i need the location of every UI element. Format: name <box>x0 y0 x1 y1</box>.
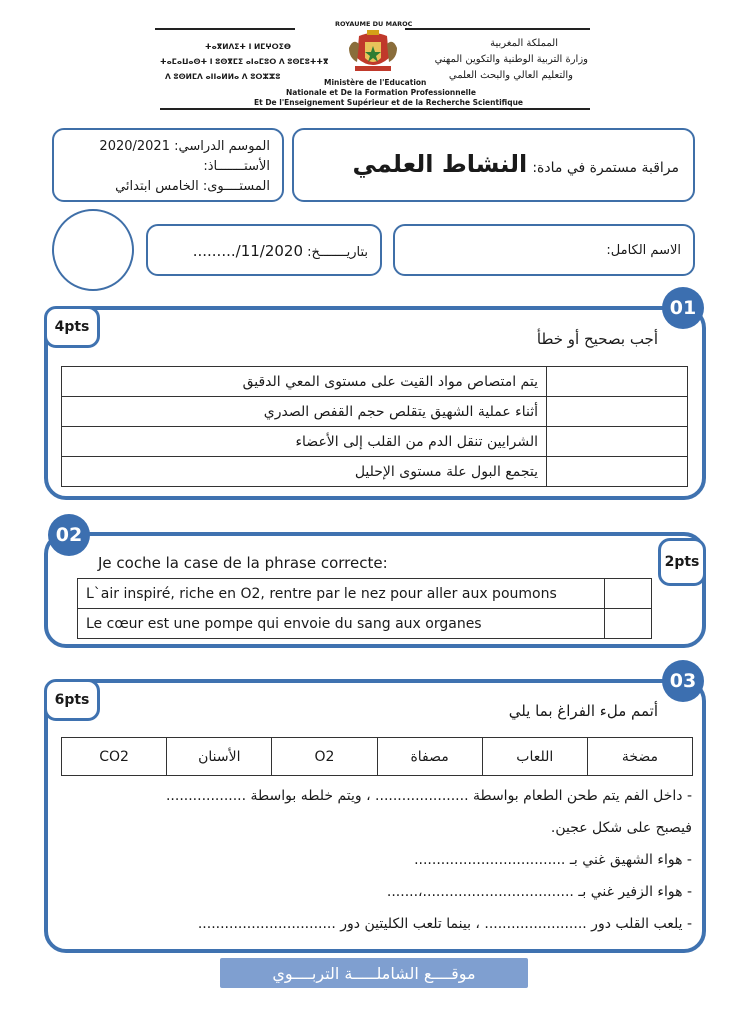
statement-cell: الشرايين تنقل الدم من القلب إلى الأعضاء <box>62 427 547 457</box>
word-cell: مضخة <box>587 738 692 776</box>
answer-cell[interactable] <box>547 397 688 427</box>
date-field[interactable] <box>193 242 368 260</box>
statement-cell: أثناء عملية الشهيق يتقلص حجم القفص الصدري <box>62 397 547 427</box>
sentence-cell: Le cœur est une pompe qui envoie du sang aux organes <box>78 609 605 639</box>
section-03-number: 03 <box>662 660 704 702</box>
school-year-value: 2020/2021 <box>99 139 170 154</box>
table-row <box>62 427 688 457</box>
fill-line-5[interactable]: - يلعب القلب دور ....................... ، بينما تلعب الكليتين دور ............................... <box>197 916 692 932</box>
name-box <box>393 224 695 276</box>
checkbox-table <box>77 578 652 639</box>
statement-cell: يتجمع البول علة مستوى الإحليل <box>62 457 547 487</box>
school-year-label: الموسم الدراسي: <box>174 139 270 154</box>
word-bank-table <box>61 737 693 776</box>
section-02-number: 02 <box>48 514 90 556</box>
answer-cell[interactable] <box>547 427 688 457</box>
level-value: الخامس ابتدائي <box>115 179 199 194</box>
table-row <box>78 579 652 609</box>
school-info-box <box>52 128 284 202</box>
section-02-points: 2pts <box>658 538 706 586</box>
fill-line-1[interactable]: - داخل الفم يتم طحن الطعام بواسطة ..................... ، ويتم خلطه بواسطة .................. <box>165 788 692 804</box>
date-value: 11/2020/......... <box>192 242 304 260</box>
word-cell: CO2 <box>62 738 167 776</box>
header-rule <box>405 28 590 30</box>
moroccan-emblem-icon <box>345 28 401 74</box>
section-03-points: 6pts <box>44 679 100 721</box>
ministry-line-2: Nationale et De la Formation Professionnelle <box>286 88 476 97</box>
fill-line-2: فيصبح على شكل عجين. <box>550 820 692 836</box>
tifinagh-line-2: ⵜⴰⵎⴰⵡⴰⵙⵜ ⵏ ⵓⵙⴳⵎⵉ ⴰⵏⴰⵎⵓⵔ ⴷ ⵓⵙⵎⵓⵜⵜⴳ <box>160 57 329 66</box>
tifinagh-line-1: ⵜⴰⴳⵍⴷⵉⵜ ⵏ ⵍⵎⵖⵔⵉⴱ <box>205 42 291 51</box>
section-02-instruction: Je coche la case de la phrase correcte: <box>98 554 388 572</box>
table-row <box>62 457 688 487</box>
header-rule <box>155 28 295 30</box>
table-row <box>62 397 688 427</box>
ministry-line-3: Et De l'Enseignement Supérieur et de la Recherche Scientifique <box>254 98 523 107</box>
kingdom-fr: ROYAUME DU MAROC <box>335 20 413 28</box>
site-footer-banner: موقــــع الشاملـــــة التربــــوي <box>220 958 528 988</box>
school-year <box>99 139 270 154</box>
tifinagh-line-3: ⴷ ⵓⵙⵍⵎⴷ ⴰⵏⵏⴰⵍⵍⴰ ⴷ ⵓⵔⵣⵣⵓ <box>165 72 281 81</box>
word-cell: الأسنان <box>167 738 272 776</box>
section-01-number: 01 <box>662 287 704 329</box>
grade-circle <box>52 209 134 291</box>
answer-cell[interactable] <box>547 367 688 397</box>
fill-line-3[interactable]: - هواء الشهيق غني بـ .................................. <box>414 852 692 868</box>
table-row <box>62 367 688 397</box>
true-false-table <box>61 366 688 487</box>
arabic-line-3: والتعليم العالي والبحث العلمي <box>448 70 573 81</box>
level <box>115 179 270 194</box>
word-cell: اللعاب <box>482 738 587 776</box>
table-row <box>62 738 693 776</box>
header-rule <box>160 108 590 110</box>
arabic-line-1: المملكة المغربية <box>490 38 558 49</box>
section-01-instruction: أجب بصحيح أو خطأ <box>536 330 658 348</box>
exam-title-box <box>292 128 695 202</box>
date-box <box>146 224 382 276</box>
level-label: المستــــوى: <box>202 179 270 194</box>
check-cell[interactable] <box>605 609 652 639</box>
teacher-label: الأستـــــــاذ: <box>203 159 270 174</box>
date-label: بتاريـــــــخ: <box>307 245 368 260</box>
name-label: الاسم الكامل: <box>606 243 681 258</box>
section-03-instruction: أتمم ملء الفراغ بما يلي <box>508 702 658 720</box>
table-row <box>78 609 652 639</box>
sentence-cell: L`air inspiré, riche en O2, rentre par le nez pour aller aux poumons <box>78 579 605 609</box>
ministry-line-1: Ministère de l'Education <box>324 78 427 87</box>
section-03 <box>44 679 706 953</box>
word-cell: O2 <box>272 738 377 776</box>
check-cell[interactable] <box>605 579 652 609</box>
answer-cell[interactable] <box>547 457 688 487</box>
fill-line-4[interactable]: - هواء الزفير غني بـ ..................................،....... <box>386 884 692 900</box>
arabic-line-2: وزارة التربية الوطنية والتكوين المهني <box>434 54 588 65</box>
statement-cell: يتم امتصاص مواد القيت على مستوى المعي الدقيق <box>62 367 547 397</box>
subject-title: النشاط العلمي <box>352 150 528 178</box>
word-cell: مصفاة <box>377 738 482 776</box>
exam-title <box>353 150 679 178</box>
section-01-points: 4pts <box>44 306 100 348</box>
exam-label: مراقبة مستمرة في مادة: <box>532 160 679 176</box>
